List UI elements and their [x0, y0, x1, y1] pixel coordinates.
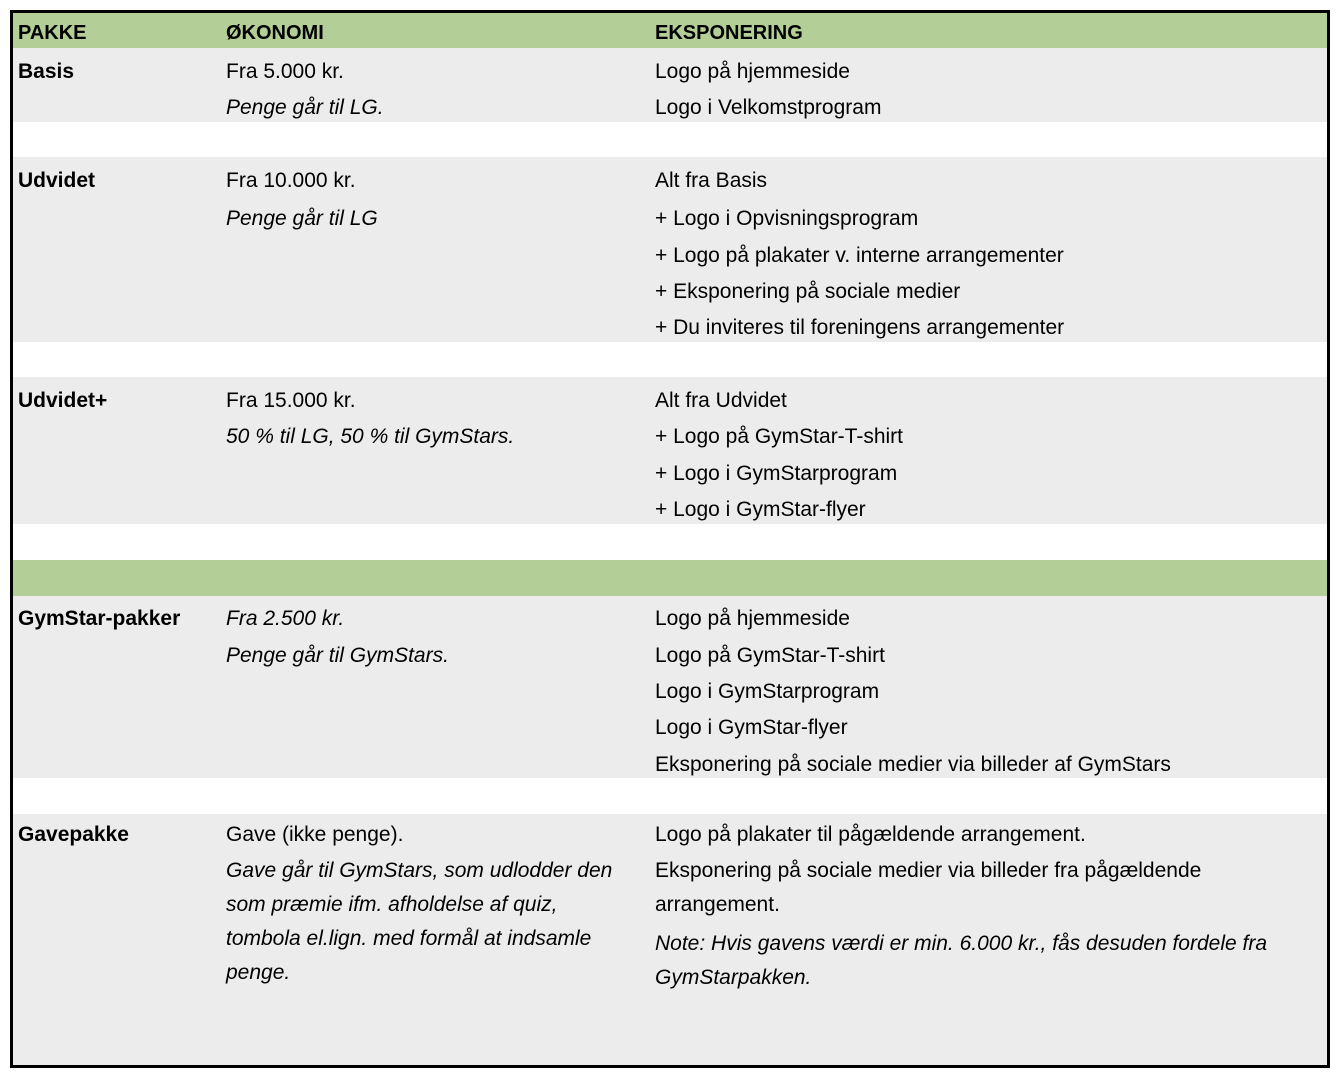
exposure-item: + Logo i GymStarprogram	[655, 462, 898, 485]
price-udvidet-plus: Fra 15.000 kr.	[226, 389, 356, 412]
note-basis: Penge går til LG.	[226, 96, 384, 119]
row-separator	[13, 524, 1327, 560]
exposure-item: Eksponering på sociale medier via billeder af GymStars	[655, 753, 1171, 776]
exposure-item: Alt fra Udvidet	[655, 389, 787, 412]
exposure-item: Logo i Velkomstprogram	[655, 96, 882, 119]
price-gavepakke: Gave (ikke penge).	[226, 823, 404, 846]
exposure-item: + Logo på GymStar-T-shirt	[655, 425, 904, 448]
exposure-item: Logo på hjemmeside	[655, 607, 850, 630]
exposure-item: Logo på GymStar-T-shirt	[655, 644, 885, 667]
header-eksponering: EKSPONERING	[655, 22, 803, 44]
sponsor-package-table	[10, 10, 1330, 1068]
note-gavepakke-line: tombola el.lign. med formål at indsamle	[226, 927, 592, 950]
exposure-item: Logo i GymStar-flyer	[655, 716, 848, 739]
package-name-gymstar: GymStar-pakker	[18, 607, 181, 630]
exposure-item: + Du inviteres til foreningens arrangementer	[655, 316, 1065, 339]
exposure-item: Logo på plakater til pågældende arrangement.	[655, 823, 1086, 846]
row-separator	[13, 342, 1327, 377]
price-basis: Fra 5.000 kr.	[226, 60, 344, 83]
note-gavepakke-line: som præmie ifm. afholdelse af quiz,	[226, 893, 558, 916]
package-name-basis: Basis	[18, 60, 75, 83]
exposure-item: Alt fra Basis	[655, 169, 768, 192]
price-udvidet: Fra 10.000 kr.	[226, 169, 356, 192]
exposure-item: + Logo i Opvisningsprogram	[655, 207, 919, 230]
section-divider	[13, 560, 1327, 596]
note-udvidet-plus: 50 % til LG, 50 % til GymStars.	[226, 425, 515, 448]
header-okonomi: ØKONOMI	[226, 22, 324, 44]
exposure-item: Eksponering på sociale medier via billeder fra pågældende	[655, 859, 1202, 882]
note-gavepakke-line: penge.	[226, 961, 291, 984]
row-separator	[13, 122, 1327, 157]
package-name-udvidet: Udvidet	[18, 169, 96, 192]
exposure-item: Logo i GymStarprogram	[655, 680, 880, 703]
exposure-item: Logo på hjemmeside	[655, 60, 850, 83]
exposure-item: + Logo på plakater v. interne arrangementer	[655, 244, 1064, 267]
exposure-note-line: GymStarpakken.	[655, 966, 812, 989]
exposure-item: + Logo i GymStar-flyer	[655, 498, 866, 521]
price-gymstar: Fra 2.500 kr.	[226, 607, 345, 630]
package-name-gavepakke: Gavepakke	[18, 823, 129, 846]
header-pakke: PAKKE	[18, 22, 87, 44]
exposure-note-line: Note: Hvis gavens værdi er min. 6.000 kr., fås desuden fordele fra	[655, 932, 1268, 955]
row-separator	[13, 778, 1327, 814]
note-gymstar: Penge går til GymStars.	[226, 644, 449, 667]
note-gavepakke-line: Gave går til GymStars, som udlodder den	[226, 859, 613, 882]
package-name-udvidet-plus: Udvidet+	[18, 389, 108, 412]
exposure-item: arrangement.	[655, 893, 780, 916]
exposure-item: + Eksponering på sociale medier	[655, 280, 961, 303]
note-udvidet: Penge går til LG	[226, 207, 378, 230]
